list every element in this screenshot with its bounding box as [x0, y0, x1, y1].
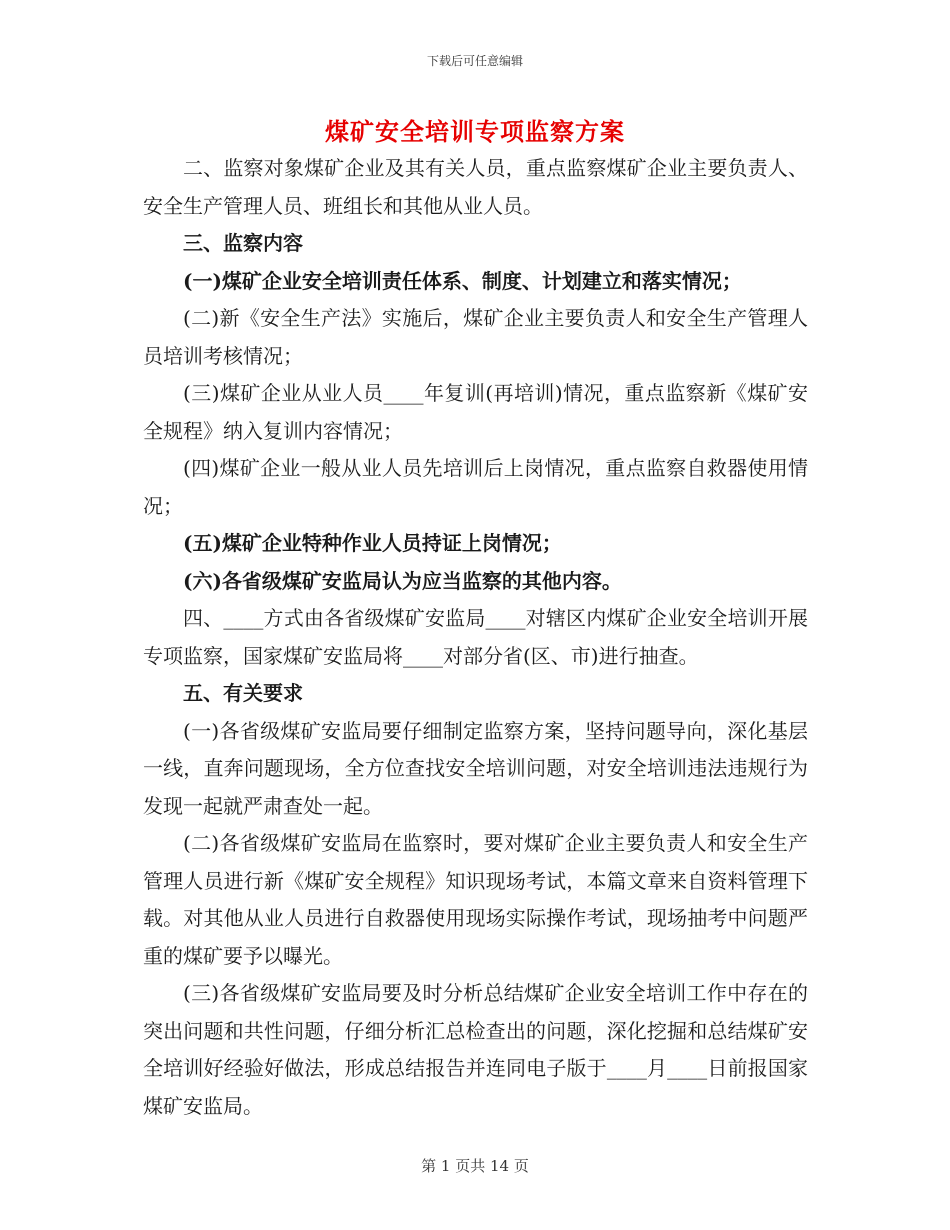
section-heading-requirements: 五、有关要求 — [183, 681, 303, 705]
document-body — [143, 150, 808, 1125]
paragraph-item-6: (六)各省级煤矿安监局认为应当监察的其他内容。 — [183, 568, 622, 593]
paragraph-requirement-3: (三)各省级煤矿安监局要及时分析总结煤矿企业安全培训工作中存在的突出问题和共性问题，仔细分析汇总检查出的问题，深化挖掘和总结煤矿安全培训好经验好做法，形成总结报告并连同电子版于____月____日前报国家煤矿安监局。 — [143, 981, 808, 1118]
document-title: 煤矿安全培训专项监察方案 — [325, 117, 625, 146]
paragraph-item-5: (五)煤矿企业特种作业人员持证上岗情况； — [183, 531, 562, 555]
paragraph-item-3: (三)煤矿企业从业人员____年复训(再培训)情况，重点监察新《煤矿安全规程》纳入复训内容情况； — [143, 381, 808, 443]
header-note: 下载后可任意编辑 — [426, 54, 523, 68]
paragraph-item-1: (一)煤矿企业安全培训责任体系、制度、计划建立和落实情况； — [183, 268, 742, 293]
section-heading-contents: 三、监察内容 — [183, 231, 303, 255]
paragraph-requirement-2: (二)各省级煤矿安监局在监察时，要对煤矿企业主要负责人和安全生产管理人员进行新《煤矿安全规程》知识现场考试，本篇文章来自资料管理下载。对其他从业人员进行自救器使用现场实际操作考试，现场抽考中问题严重的煤矿要予以曝光。 — [143, 831, 808, 968]
paragraph-item-2: (二)新《安全生产法》实施后，煤矿企业主要负责人和安全生产管理人员培训考核情况； — [143, 306, 808, 368]
paragraph-item-4: (四)煤矿企业一般从业人员先培训后上岗情况，重点监察自救器使用情况； — [143, 456, 808, 518]
paragraph-supervision-targets: 二、监察对象煤矿企业及其有关人员，重点监察煤矿企业主要负责人、安全生产管理人员、班组长和其他从业人员。 — [143, 156, 808, 218]
paragraph-method: 四、____方式由各省级煤矿安监局____对辖区内煤矿企业安全培训开展专项监察，国家煤矿安监局将____对部分省(区、市)进行抽查。 — [143, 606, 808, 668]
paragraph-requirement-1: (一)各省级煤矿安监局要仔细制定监察方案，坚持问题导向，深化基层一线，直奔问题现场，全方位查找安全培训问题，对安全培训违法违规行为发现一起就严肃查处一起。 — [143, 718, 808, 818]
page-number-footer: 第 1 页共 14 页 — [421, 1157, 529, 1175]
